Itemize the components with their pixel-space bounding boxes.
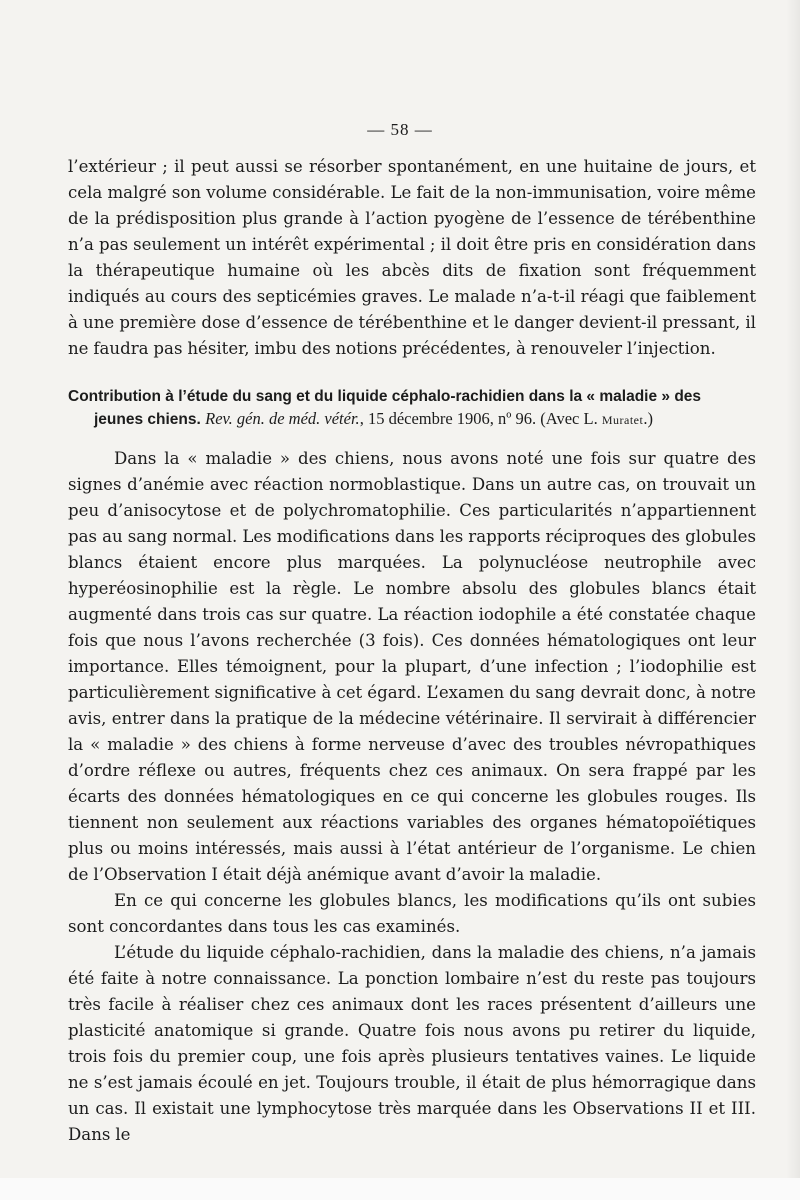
article-title-line1: Contribution à l’étude du sang et du liquide céphalo-rachidien dans la « maladie » des — [68, 388, 702, 405]
body-text — [68, 446, 756, 1148]
page-bottom-margin — [0, 1178, 800, 1200]
article-title — [68, 386, 756, 431]
article-title-line2: jeunes chiens. — [94, 411, 201, 428]
article-heading — [68, 386, 756, 431]
article-title-line2-row — [68, 408, 756, 431]
paragraph-csf: L’étude du liquide céphalo-rachidien, dans la maladie des chiens, n’a jamais été faite à notre connaissance. La ponction lombaire n’est du reste pas toujours très facile à réaliser chez ces animaux dont les races présentent d’ailleurs une plasticité anatomique si grande. Quatre fois nous avons pu retirer du liquide, trois fois du premier coup, une fois après plusieurs tentatives vaines. Le liquide ne s’est jamais écoulé en jet. Toujours trouble, il était de plus hémorragique dans un cas. Il existait une lymphocytose très marquée dans les Observations II et III. Dans le — [68, 943, 756, 1144]
intro-paragraph: l’extérieur ; il peut aussi se résorber spontanément, en une huitaine de jours, et cela malgré son volume considérable. Le fait de la non-immunisation, voire même de la prédisposition plus grande à l’action pyogène de l’essence de térébenthine n’a pas seulement un intérêt expérimental ; il doit être pris en considération dans la thérapeutique humaine où les abcès dits de fixation sont fréquemment indiqués au cours des septicémies graves. Le malade n’a-t-il réagi que faiblement à une première dose d’essence de térébenthine et le danger devient-il pressant, il ne faudra pas hésiter, imbu des notions précédentes, à renouveler l’injection. — [68, 157, 756, 358]
page-number: — 58 — — [367, 120, 433, 139]
paragraph-leukocytes: En ce qui concerne les globules blancs, les modifications qu’ils ont subies sont concordantes dans tous les cas examinés. — [68, 891, 756, 936]
article-date: , 15 décembre 1906, nº 96. (Avec L. — [359, 409, 602, 428]
paragraph-blood: Dans la « maladie » des chiens, nous avons noté une fois sur quatre des signes d’anémie avec réaction normoblastique. Dans un autre cas, on trouvait un peu d’anisocytose et de polychromatophilie. Ces particularités n’appartiennent pas au sang normal. Les modifications dans les rapports réciproques des globules blancs étaient encore plus marquées. La polynucléose neutrophile avec hyperéosinophilie est la règle. Le nombre absolu des globules blancs était augmenté dans trois cas sur quatre. La réaction iodophile a été constatée chaque fois que nous l’avons recherchée (3 fois). Ces données hématologiques ont leur importance. Elles témoignent, pour la plupart, d’une infection ; l’iodophilie est particulièrement significative à cet égard. L’examen du sang devrait donc, à notre avis, entrer dans la pratique de la médecine vétérinaire. Il servirait à différencier la « maladie » des chiens à forme nerveuse d’avec des troubles névropathiques d’ordre réflexe ou autres, fréquents chez ces animaux. On sera frappé par les écarts des données hématologiques en ce qui concerne les globules rouges. Ils tiennent non seulement aux réactions variables des organes hématopoïétiques plus ou moins intéressés, mais aussi à l’état antérieur de l’organisme. Le chien de l’Observation I était déjà anémique avant d’avoir la maladie. — [68, 449, 756, 884]
article-journal: Rev. gén. de méd. vétér. — [205, 409, 360, 428]
intro-paragraph-block — [68, 154, 756, 362]
article-close: .) — [643, 409, 653, 428]
page-edge-shadow — [786, 0, 800, 1200]
article-coauthor: Muratet — [601, 413, 644, 427]
